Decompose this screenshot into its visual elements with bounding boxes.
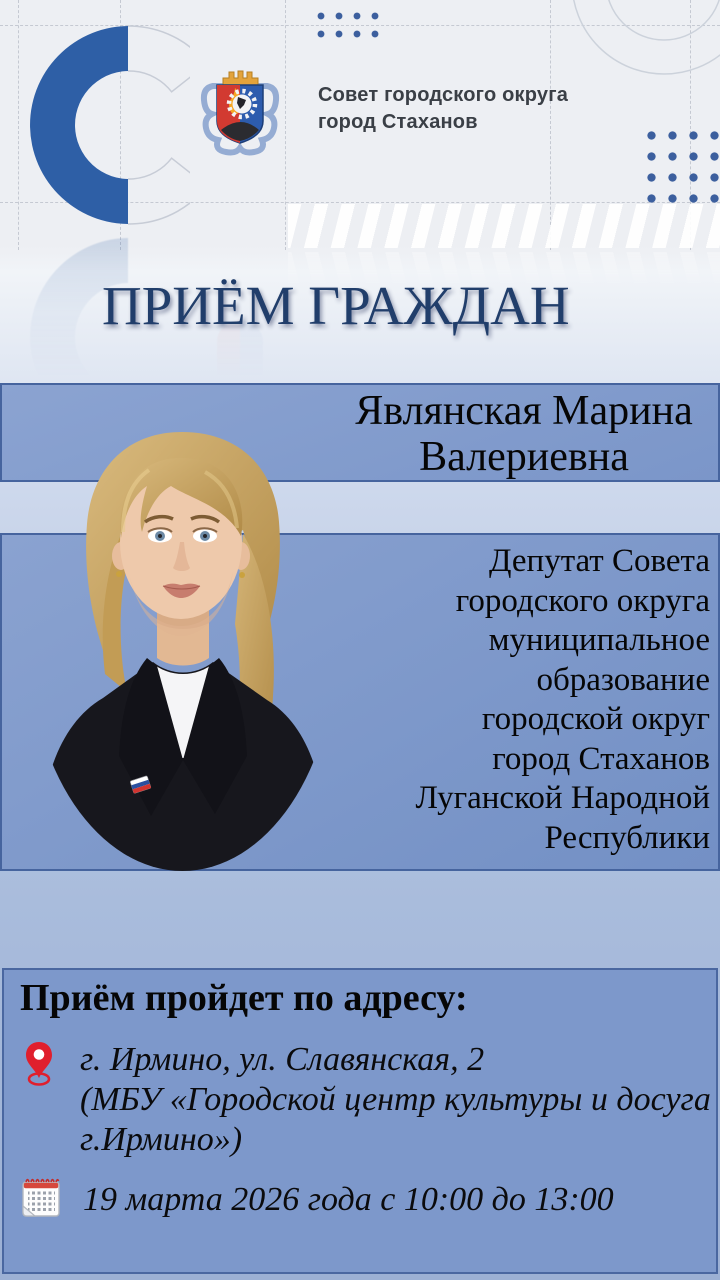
page-title: ПРИЁМ ГРАЖДАН — [102, 275, 570, 336]
deputy-name-line2: Валериевна — [419, 434, 629, 480]
dashed-gridline — [285, 0, 286, 250]
calendar-icon — [20, 1174, 62, 1220]
reception-address — [80, 1040, 711, 1160]
address-line2: (МБУ «Городской центр культуры и досуга — [80, 1081, 711, 1118]
position-line: образование — [536, 661, 710, 698]
deputy-portrait-photo — [29, 414, 336, 871]
deputy-name-line1: Являнская Марина — [355, 388, 693, 434]
address-line1: г. Ирмино, ул. Славянская, 2 — [80, 1041, 485, 1078]
position-line: Депутат Совета — [488, 543, 710, 579]
reception-details-box — [2, 968, 718, 1274]
deputy-position — [416, 542, 710, 858]
org-name-line1: Совет городского округа — [318, 84, 569, 106]
map-pin-icon — [24, 1040, 54, 1088]
position-line: муниципальное — [488, 622, 710, 658]
org-name-line2: город Стаханов — [318, 111, 478, 133]
stakhanov-coat-of-arms — [199, 66, 281, 158]
deputy-name — [335, 388, 713, 480]
address-line3: г.Ирмино») — [80, 1121, 243, 1158]
dashed-gridline — [18, 0, 19, 250]
letter-c-graphic — [28, 24, 190, 230]
position-line: Луганской Народной — [415, 780, 710, 816]
position-line: городской округ — [481, 701, 710, 737]
org-name — [318, 82, 598, 136]
reception-heading: Приём пройдет по адресу: — [20, 977, 468, 1019]
dot-grid-decoration — [641, 125, 720, 210]
position-line: город Стаханов — [492, 740, 710, 777]
position-line: городского округа — [455, 582, 710, 619]
dot-grid-decoration — [312, 7, 384, 44]
position-line: Республики — [544, 819, 710, 856]
reception-datetime: 19 марта 2026 года с 10:00 до 13:00 — [83, 1181, 614, 1218]
